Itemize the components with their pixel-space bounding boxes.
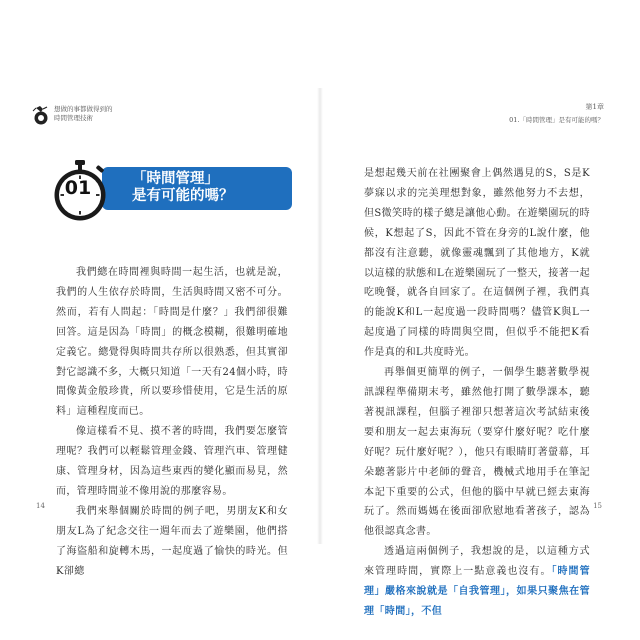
right-page (320, 88, 612, 617)
left-running-header (30, 102, 230, 132)
left-body-text (56, 263, 288, 582)
right-paragraph-2: 再舉個更簡單的例子，一個學生聽著數學視訊課程準備期末考，雖然他打開了數學課本，聽著視訊課程，但腦子裡卻只想著這次考試結束後要和朋友一起去東海玩（要穿什麼好呢？吃什麼好呢？玩什麼好呢？），他只有眼睛盯著螢幕，耳朵聽著影片中老師的聲音，機械式地用手在筆記本記下重要的公式，但他的腦中早就已經去東海玩了。然而媽媽在後面卻欣慰地看著孩子，認為他很認真念書。 (364, 367, 590, 538)
left-paragraph-1: 我們總在時間裡與時間一起生活，也就是說，我們的人生依存於時間，生活與時間又密不可分。然而，若有人問起：「時間是什麼？」我們卻很難回答。這是因為「時間」的概念模糊，很難明確地定義它。總覺得與時間共存所以很熟悉，但其實卻對它認識不多，大概只知道「一天有24個小時，時間像黃金般珍貴，所以要珍惜使用，它是生活的原料」這種程度而已。 (56, 267, 288, 418)
left-page-number: 14 (36, 502, 45, 510)
chapter-title-line2: 是有可能的嗎？ (132, 188, 234, 204)
right-paragraph-3-text: 透過這兩個例子，我想說的是，以這種方式來管理時間，實際上一點意義也沒有。 (364, 546, 590, 578)
book-spread (28, 88, 612, 617)
right-paragraph-1: 是想起幾天前在社團聚會上偶然遇見的S，S是K夢寐以求的完美理想對象，雖然他努力不去想，但S微笑時的樣子總是讓他心動。在遊樂園玩的時候，K想起了S，因此不管在身旁的L說什麼，他都沒有注意聽，就像靈魂飄到了其他地方，K就以這樣的狀態和L在遊樂園玩了一整天，接著一起吃晚餐，就各自回家了。在這個例子裡，我們真的能說K和L一起度過一段時間嗎？儘管K與L一起度過了同樣的時間與空間，但似乎不能把K看作是真的和L共度時光。 (364, 168, 590, 359)
section-label: 01.「時間管理」是有可能的嗎？ (509, 116, 604, 124)
right-page-number: 15 (593, 502, 602, 510)
book-title-line2: 時間管理技術 (54, 114, 93, 122)
chapter-title (132, 171, 234, 205)
chapter-banner (102, 167, 292, 210)
chapter-label: 第1章 (585, 103, 604, 111)
left-page (28, 88, 320, 577)
climber-logo-icon (30, 102, 52, 126)
highlighted-text-tail: ，不但 (411, 605, 443, 617)
right-paragraph-3 (364, 542, 590, 622)
chapter-title-line1: 「時間管理」 (132, 171, 219, 187)
right-body-text (364, 164, 590, 622)
left-paragraph-3: 我們來舉個關於時間的例子吧，男朋友K和女朋友L為了紀念交往一週年而去了遊樂園，他們搭了海盜船和旋轉木馬，一起度過了愉快的時光。但K卻總 (56, 505, 288, 577)
right-running-header (509, 102, 604, 124)
highlighted-text: 「時間管理」嚴格來說就是「自我管理」，如果只聚焦在管理「時間」 (364, 566, 590, 617)
left-paragraph-2: 像這樣看不見、摸不著的時間，我們要怎麼管理呢？我們可以輕鬆管理金錢、管理汽車、管理健康、管理身材，因為這些東西的變化顯而易見，然而，管理時間並不像用說的那麼容易。 (56, 426, 288, 497)
chapter-number: 01 (64, 177, 92, 199)
book-title-line1: 想做的事都做得到的 (54, 105, 113, 113)
